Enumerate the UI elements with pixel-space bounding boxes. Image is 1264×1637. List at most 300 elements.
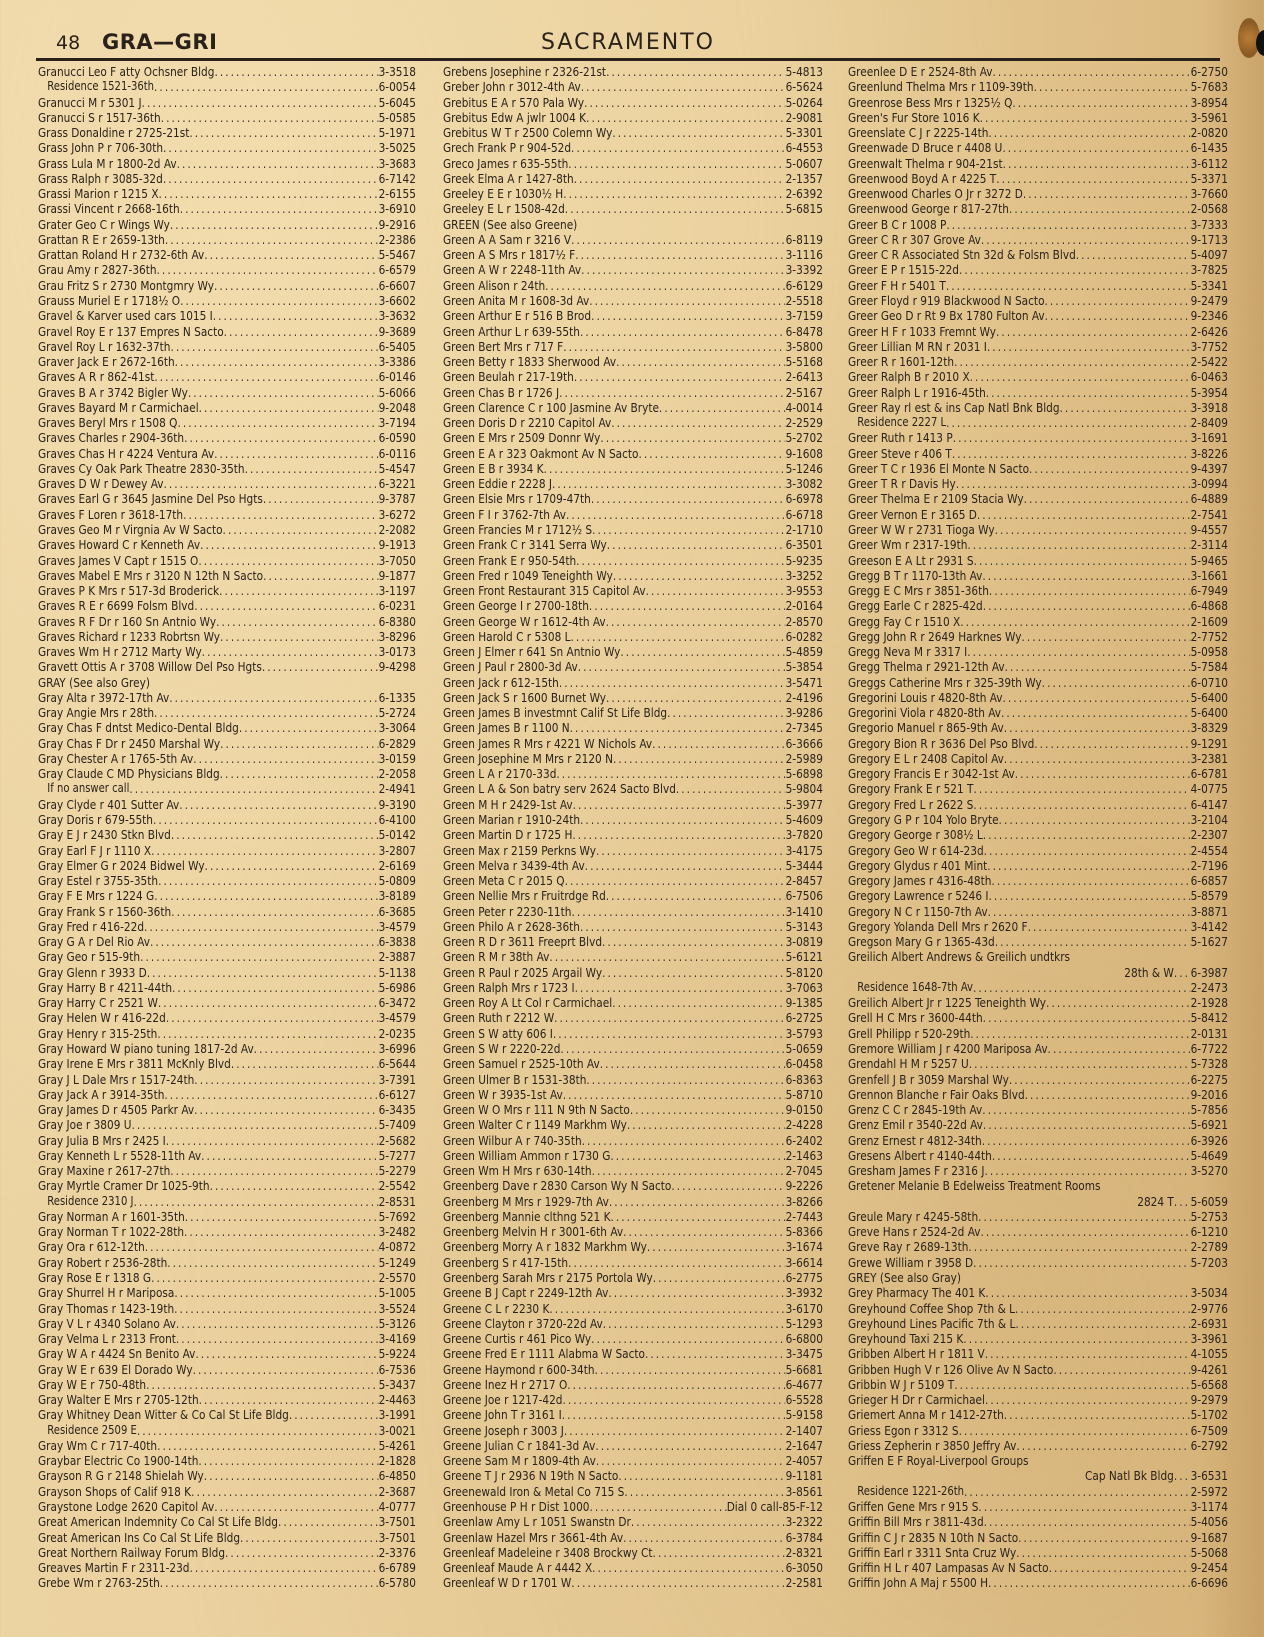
dot-leader [145,1239,379,1254]
phone-number: 3-6272 [378,506,416,522]
dot-leader [201,1148,378,1163]
dot-leader [263,491,379,506]
dot-leader [205,858,379,873]
listing-entry [848,904,1228,919]
dot-leader [214,446,378,461]
listing-text: Green M H r 2429-1st Av [443,796,573,812]
listing-text: Gray Kenneth L r 5528-11th Av [38,1147,202,1163]
phone-number: 6-5405 [378,338,416,354]
dot-leader [214,278,379,293]
listing-text: Gray Doris r 679-55th [38,812,153,828]
dot-leader [964,1484,1191,1499]
dot-leader [1174,1194,1191,1209]
phone-number: 6-6129 [785,277,823,293]
phone-number: 5-8710 [785,1086,823,1102]
phone-number: 3-3683 [378,155,416,171]
listing-entry [848,1575,1228,1590]
listing-entry [848,751,1228,766]
listing-entry [443,1224,823,1239]
phone-number: 2-5570 [378,1269,416,1285]
phone-number: 9-2916 [378,216,416,232]
listing-entry [38,1499,416,1514]
phone-number: 9-1877 [378,567,416,583]
phone-number: 6-2792 [1190,1437,1228,1453]
phone-number: 5-3341 [1190,277,1228,293]
dot-leader [198,1453,378,1468]
phone-number: 5-7683 [1190,79,1228,95]
listing-text: Greyhound Coffee Shop 7th & L [848,1300,1016,1316]
listing-text: Green Beulah r 217-19th [443,369,574,385]
listing-text: Green Arthur E r 516 B Brod [443,308,592,324]
listing-entry [38,1224,416,1239]
listing-entry [38,980,416,995]
listing-column-1 [38,64,416,1591]
listing-text: Greenlund Thelma Mrs r 1109-39th [848,79,1034,95]
listing-text: Green Ralph Mrs r 1723 I [443,979,575,995]
phone-number: 5-7692 [378,1208,416,1224]
listing-entry [848,1301,1228,1316]
listing-text: Green Frank E r 950-54th [443,552,577,568]
dot-leader [556,766,785,781]
listing-entry [443,262,823,277]
phone-number: 3-8266 [785,1193,823,1209]
listing-text: Grater Geo C r Wings Wy [38,216,170,232]
listing-text: Gregory G P r 104 Yolo Bryte [848,812,999,828]
phone-number: 6-7536 [378,1361,416,1377]
phone-number: 3-3064 [378,720,416,736]
dot-leader [559,385,786,400]
dot-leader [1023,186,1191,201]
listing-text: Grey Pharmacy The 401 K [848,1285,986,1301]
phone-number: 2-4057 [785,1453,823,1469]
dot-leader [170,1163,378,1178]
dot-leader [245,461,379,476]
dot-leader [602,934,786,949]
listing-text: Grebitus Edw A jwlr 1004 K [443,109,587,125]
listing-entry [443,659,823,674]
phone-number: 5-6681 [785,1361,823,1377]
listing-entry [443,415,823,430]
listing-entry [848,491,1228,506]
dot-leader [171,827,379,842]
listing-entry [443,1133,823,1148]
listing-text: Gray Earl F J r 1110 X [38,842,152,858]
listing-entry [848,354,1228,369]
listing-entry [443,1484,823,1499]
phone-number: 3-0819 [785,934,823,950]
listing-entry [38,827,416,842]
listing-entry [38,1239,416,1254]
phone-number: 5-1702 [1190,1407,1228,1423]
phone-number: 3-1991 [378,1407,416,1423]
phone-number: 6-4677 [785,1376,823,1392]
listing-subentry [38,1423,416,1438]
phone-number: 6-5780 [378,1575,416,1591]
listing-text: Greenberg Sarah Mrs r 2175 Portola Wy [443,1269,653,1285]
phone-number: 5-4056 [1190,1514,1228,1530]
dot-leader [225,1545,379,1560]
listing-text: Graystone Lodge 2620 Capitol Av [38,1498,215,1514]
phone-number: 6-8363 [785,1071,823,1087]
phone-number: 6-0116 [378,445,416,461]
dot-leader [213,308,379,323]
phone-number: 9-1385 [785,995,823,1011]
dot-leader [1016,1545,1190,1560]
phone-number: 6-2829 [378,735,416,751]
dot-leader [946,415,1190,430]
phone-number: 3-6531 [1190,1468,1228,1484]
city-title: SACRAMENTO [541,30,715,55]
phone-number: 2-5682 [378,1132,416,1148]
listing-text: Gray W A r 4424 Sn Benito Av [38,1346,196,1362]
listing-entry [38,446,416,461]
dot-leader [554,1010,785,1025]
listing-entry [443,186,823,201]
listing-text: Green Jack S r 1600 Burnet Wy [443,689,607,705]
listing-text: Greenberg Morry A r 1832 Markhm Wy [443,1239,647,1255]
phone-number: 3-7825 [1190,262,1228,278]
listing-text: Gregg Neva M r 3317 I [848,644,968,660]
phone-number: 5-8579 [1190,888,1228,904]
listing-entry [38,1530,416,1545]
dot-leader [184,1224,379,1239]
dot-leader [611,1209,786,1224]
listing-entry [848,1377,1228,1392]
listing-entry [443,797,823,812]
phone-number: 3-3932 [785,1285,823,1301]
listing-text: Greenleaf Maude A r 4442 X [443,1560,593,1576]
phone-number: 2-1828 [378,1453,416,1469]
dot-leader [973,781,1190,796]
listing-text: Green E B r 3934 K [443,460,544,476]
listing-entry [848,1117,1228,1132]
phone-number: 6-1210 [1190,1224,1228,1240]
dot-leader [262,659,379,674]
listing-entry [38,369,416,384]
name-range: GRA—GRI [102,30,218,54]
phone-number: 6-8119 [785,231,823,247]
phone-number: 3-3392 [785,262,823,278]
phone-number: 6-6127 [378,1086,416,1102]
listing-text: Grenfell J B r 3059 Marshal Wy [848,1071,1009,1087]
listing-text: Greene Fred E r 1111 Alabma W Sacto [443,1346,645,1362]
listing-entry [848,201,1228,216]
listing-text: Grass John P r 706-30th [38,140,164,156]
listing-entry [848,1499,1228,1514]
listing-entry [848,705,1228,720]
dot-leader [984,1163,1190,1178]
phone-number: 9-4298 [378,659,416,675]
header-rule [36,58,1220,61]
phone-number: 2-4554 [1190,842,1228,858]
listing-text: Greenslate C J r 2225-14th [848,125,989,141]
listing-text: Green Wilbur A r 740-35th [443,1132,582,1148]
listing-text: If no answer call [47,781,130,796]
listing-text: Gregg Fay C r 1510 X [848,613,961,629]
phone-number: 2-5422 [1190,354,1228,370]
listing-entry [848,400,1228,415]
listing-entry [38,1468,416,1483]
listing-text: Gregory Lawrence r 5246 I [848,888,989,904]
listing-text: Green James B investmnt Calif St Life Bldg [443,705,668,721]
phone-number: 3-5524 [378,1300,416,1316]
listing-entry [848,262,1228,277]
listing-text: Gray Robert r 2536-28th [38,1254,168,1270]
listing-text: 28th & W [1124,964,1174,980]
dot-leader [202,644,379,659]
listing-entry [443,247,823,262]
phone-number: 6-3685 [378,903,416,919]
dot-leader [983,1117,1191,1132]
phone-number: 6-3472 [378,995,416,1011]
dot-leader [214,64,378,79]
dot-leader [183,507,378,522]
listing-text: Gregory Geo W r 614-23d [848,842,984,858]
phone-number: 2-1407 [785,1422,823,1438]
listing-entry [38,1041,416,1056]
listing-entry [848,934,1228,949]
dot-leader [239,720,379,735]
phone-number: 5-7328 [1190,1056,1228,1072]
phone-number: 5-6898 [785,766,823,782]
phone-number: 5-9158 [785,1407,823,1423]
phone-number: 2-4228 [785,1117,823,1133]
dot-leader [623,1530,786,1545]
phone-number: 5-3126 [378,1315,416,1331]
listing-text: Gray J L Dale Mrs r 1517-24th [38,1071,195,1087]
listing-text: Green S W atty 606 I [443,1025,553,1041]
listing-entry [38,1453,416,1468]
listing-entry [848,1362,1228,1377]
phone-number: 5-1971 [378,125,416,141]
phone-number: 6-0282 [785,628,823,644]
phone-number: 6-3050 [785,1560,823,1576]
listing-text: Gregorini Viola r 4820-8th Av [848,705,1002,721]
phone-number: 5-6568 [1190,1376,1228,1392]
dot-leader [171,904,378,919]
dot-leader [952,446,1191,461]
listing-entry [443,1545,823,1560]
phone-number: 4-0775 [1190,781,1228,797]
dot-leader [995,522,1191,537]
listing-text: Residence 2509 E [47,1422,137,1437]
listing-text: Green Wm H Mrs r 630-14th [443,1163,592,1179]
listing-entry [443,705,823,720]
listing-text: Gray Norman T r 1022-28th [38,1224,185,1240]
listing-entry [443,1453,823,1468]
listing-entry [848,843,1228,858]
phone-number: 5-9465 [1190,552,1228,568]
listing-text: Greer C R Associated Stn 32d & Folsm Blvd [848,247,1076,263]
listing-text: Grauss Muriel E r 1718½ O [38,292,181,308]
listing-entry [443,1438,823,1453]
listing-text: Gribben Albert H r 1811 V [848,1346,985,1362]
phone-number: 2-5972 [1190,1483,1228,1499]
listing-text: Greenlaw Amy L r 1051 Swanstn Dr [443,1514,631,1530]
listing-entry [848,766,1228,781]
listing-text: Griffin Bill Mrs r 3811-43d [848,1514,984,1530]
listing-entry [443,1362,823,1377]
dot-leader [191,1484,379,1499]
listing-entry [443,1102,823,1117]
listing-text: Gravett Ottis A r 3708 Willow Del Pso Hgts [38,659,262,675]
phone-number: 5-5168 [785,354,823,370]
listing-text: Grebens Josephine r 2326-21st [443,64,607,79]
dot-leader [170,217,379,232]
listing-text: Gretener Melanie B Edelweiss Treatment Rooms [848,1178,1101,1194]
dot-leader [154,79,379,94]
listing-text: Gray Glenn r 3933 D [38,964,147,980]
dot-leader [996,171,1190,186]
listing-entry [443,1514,823,1529]
phone-number: 2-5518 [785,292,823,308]
phone-number: 3-3475 [785,1346,823,1362]
listing-entry [38,1163,416,1178]
listing-entry [443,843,823,858]
listing-entry [443,476,823,491]
listing-entry [443,522,823,537]
listing-text: Gray Claude C MD Physicians Bldg [38,766,220,782]
dot-leader [560,1041,785,1056]
dot-leader [193,751,378,766]
listing-entry [848,568,1228,583]
phone-number: 3-6614 [785,1254,823,1270]
dot-leader [600,430,785,445]
phone-number: 6-5624 [785,79,823,95]
phone-number: 5-4547 [378,460,416,476]
listing-text: Grass Donaldine r 2725-21st [38,125,190,141]
phone-number: 3-1410 [785,903,823,919]
dot-leader [580,324,786,339]
dot-leader [220,766,379,781]
phone-number: 6-6789 [378,1560,416,1576]
listing-text: Grenz Ernest r 4812-34th [848,1132,982,1148]
listing-text: Grewe William r 3958 D [848,1254,974,1270]
dot-leader [586,110,786,125]
dot-leader [946,217,1190,232]
listing-text: Greenhouse P H r Dist 1000 [443,1498,590,1514]
dot-leader [1042,675,1191,690]
dot-leader [1100,1178,1227,1193]
phone-number: 5-1249 [378,1254,416,1270]
listing-entry [443,751,823,766]
listing-text: Greer Ralph L r 1916-45th [848,384,986,400]
dot-leader [967,537,1190,552]
phone-number: 5-4097 [1190,247,1228,263]
dot-leader [1003,690,1191,705]
listing-text: Gregory N C r 1150-7th Av [848,903,988,919]
listing-entry [38,217,416,232]
dot-leader [154,705,379,720]
listing-text: Grass Ralph r 3085-32d [38,170,163,186]
phone-number: 6-4147 [1190,796,1228,812]
dot-leader [185,1209,379,1224]
phone-number: 2-7443 [785,1208,823,1224]
dot-leader [1045,308,1191,323]
listing-entry [38,583,416,598]
phone-number: 5-3954 [1190,384,1228,400]
listing-text: Graves P K Mrs r 517-3d Broderick [38,583,220,599]
listing-entry [443,537,823,552]
listing-text: Gray Ora r 612-12th [38,1239,145,1255]
listing-entry [443,690,823,705]
listing-entry [848,1041,1228,1056]
dot-leader [659,400,786,415]
phone-number: 6-3435 [378,1102,416,1118]
dot-leader [146,1377,378,1392]
dot-leader [199,1392,379,1407]
dot-leader [194,598,378,613]
dot-leader [562,1392,785,1407]
listing-entry [38,278,416,293]
listing-entry [443,369,823,384]
dot-leader [204,247,378,262]
listing-entry [38,201,416,216]
dot-leader [606,888,786,903]
listing-entry [38,904,416,919]
phone-number: 2-8321 [785,1544,823,1560]
dot-leader [1016,1438,1190,1453]
dot-leader [606,614,786,629]
listing-entry [443,232,823,247]
dot-leader [563,339,785,354]
dot-leader [974,553,1191,568]
listing-entry [38,949,416,964]
listing-text: Greenleaf Madeleine r 3408 Brockwy Ct [443,1544,653,1560]
listing-entry [443,812,823,827]
listing-text: Green Melva r 3439-4th Av [443,857,585,873]
dot-leader [175,354,379,369]
listing-text: Green W r 3935-1st Av [443,1086,563,1102]
phone-number: 9-0150 [785,1102,823,1118]
listing-text: Gregory Frank E r 521 T [848,781,974,797]
dot-leader [996,324,1191,339]
dot-leader [1060,400,1191,415]
listing-text: Green Ulmer B r 1531-38th [443,1071,587,1087]
listing-text: Residence 1221-26th [857,1483,965,1498]
phone-number: 2-8409 [1190,415,1228,431]
listing-entry [38,629,416,644]
phone-number: 5-6066 [378,384,416,400]
listing-text: Gray Clyde r 401 Sutter Av [38,796,180,812]
listing-text: Green R M r 38th Av [443,949,550,965]
listing-text: Gray Harry C r 2521 W [38,995,158,1011]
listing-entry [443,1178,823,1193]
phone-number: 2-5542 [378,1178,416,1194]
listing-entry [848,1133,1228,1148]
dot-leader [602,965,785,980]
listing-subentry [38,1194,416,1209]
listing-entry [443,293,823,308]
listing-text: Gray Whitney Dean Witter & Co Cal St Life Bldg [38,1407,289,1423]
phone-number: 3-0159 [378,750,416,766]
phone-number: 2-1647 [785,1437,823,1453]
dot-leader [1025,1087,1191,1102]
listing-text: Gray Fred r 416-22d [38,918,145,934]
listing-entry [38,1407,416,1422]
listing-subentry [38,79,416,94]
phone-number: 5-4609 [785,812,823,828]
dot-leader [1015,1301,1191,1316]
listing-text: Greene Clayton r 3720-22d Av [443,1315,603,1331]
dot-leader [177,156,379,171]
phone-number: 5-0264 [785,94,823,110]
phone-number: 5-0585 [378,109,416,125]
phone-number: 3-9286 [785,705,823,721]
dot-leader [177,415,378,430]
listing-text: Residence 2227 L [857,415,947,430]
listing-text: Gregg B T r 1170-13th Av [848,567,983,583]
